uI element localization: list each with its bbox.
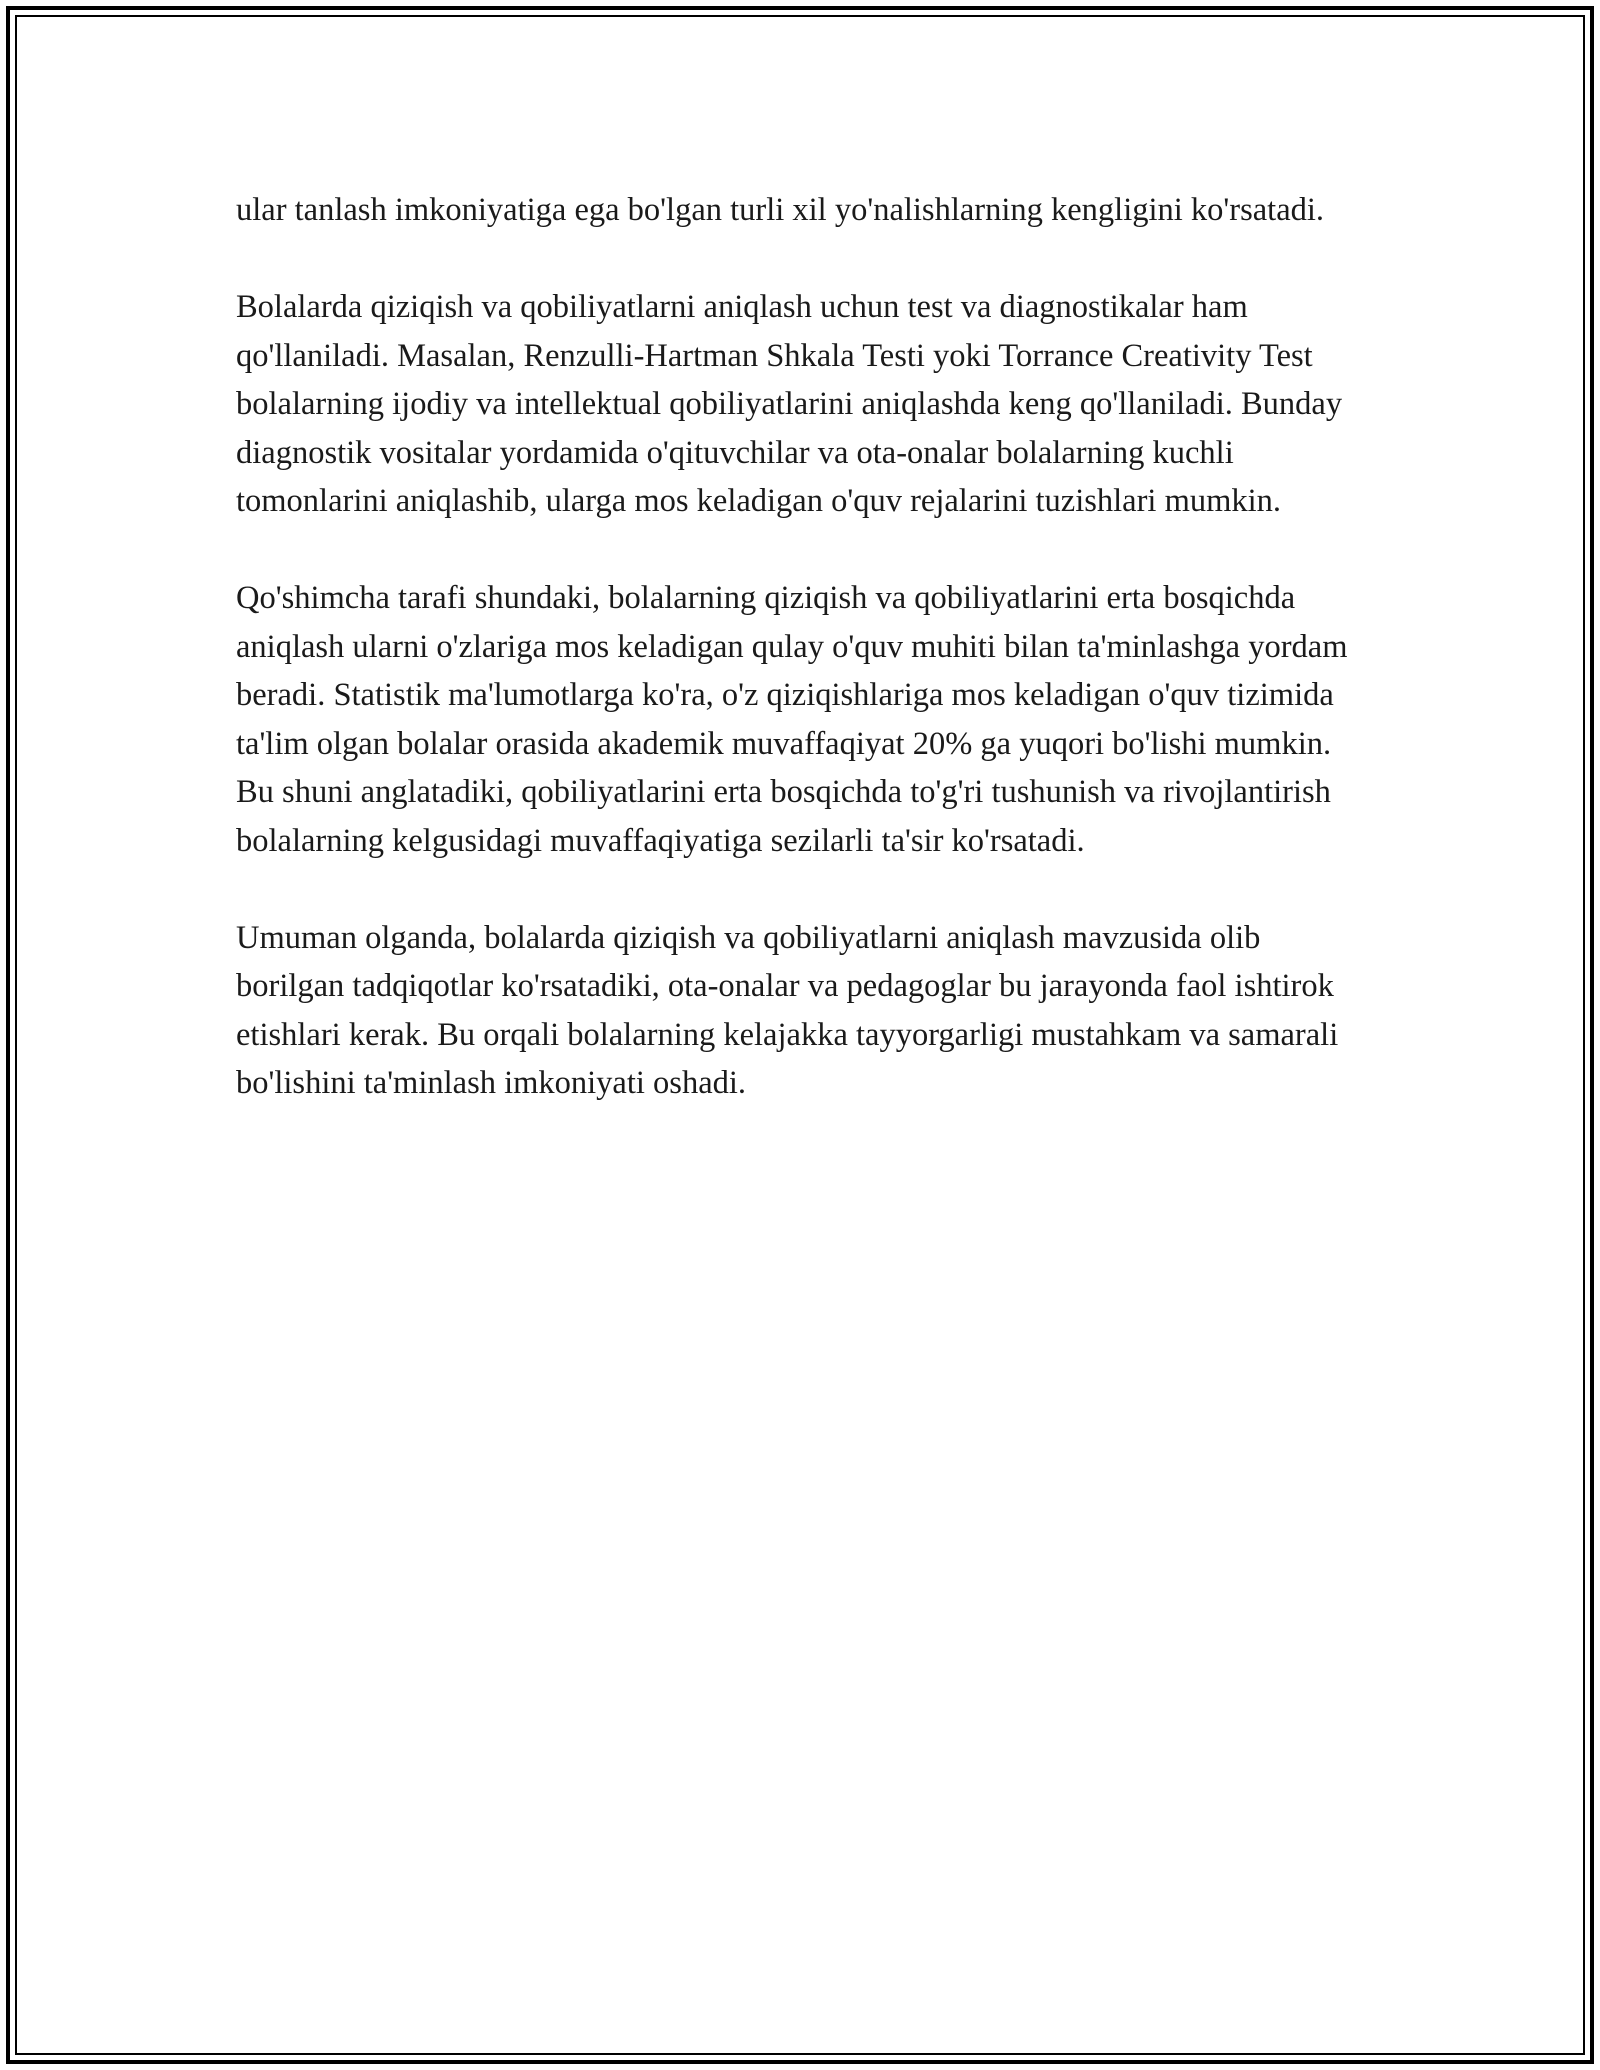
paragraph-continuation: ular tanlash imkoniyatiga ega bo'lgan turli xil yo'nalishlarning kengligini ko'rsatadi. bbox=[236, 192, 1325, 228]
paragraph-early-detection: Qo'shimcha tarafi shundaki, bolalarning qiziqish va qobiliyatlarini erta bosqichda aniqlash ularni o'zlariga mos keladigan qulay o'quv muhiti bilan ta'minlashga yordam beradi. Statistik ma'lumotlarga ko'ra, o'z qiziqishlariga mos keladigan o'quv tizimida ta'lim olgan bolalar orasida akademik muvaffaqiyat 20% ga yuqori bo'lishi mumkin. Bu shuni anglatadiki, qobiliyatlarini erta bosqichda to'g'ri tushunish va rivojlantirish bolalarning kelgusidagi muvaffaqiyatiga sezilarli ta'sir ko'rsatadi. bbox=[236, 580, 1348, 859]
paragraph-conclusion: Umuman olganda, bolalarda qiziqish va qobiliyatlarni aniqlash mavzusida olib borilgan tadqiqotlar ko'rsatadiki, ota-onalar va pedagoglar bu jarayonda faol ishtirok etishlari kerak. Bu orqali bolalarning kelajakka tayyorgarligi mustahkam va samarali bo'lishini ta'minlash imkoniyati oshadi. bbox=[236, 919, 1339, 1101]
paragraph-diagnostics: Bolalarda qiziqish va qobiliyatlarni aniqlash uchun test va diagnostikalar ham qo'llaniladi. Masalan, Renzulli-Hartman Shkala Testi yoki Torrance Creativity Test bolalarning ijodiy va intellektual qobiliyatlarini aniqlashda keng qo'llaniladi. Bunday diagnostik vositalar yordamida o'qituvchilar va ota-onalar bolalarning kuchli tomonlarini aniqlashib, ularga mos keladigan o'quv rejalarini tuzishlari mumkin. bbox=[236, 289, 1343, 519]
document-body bbox=[236, 186, 1366, 1156]
